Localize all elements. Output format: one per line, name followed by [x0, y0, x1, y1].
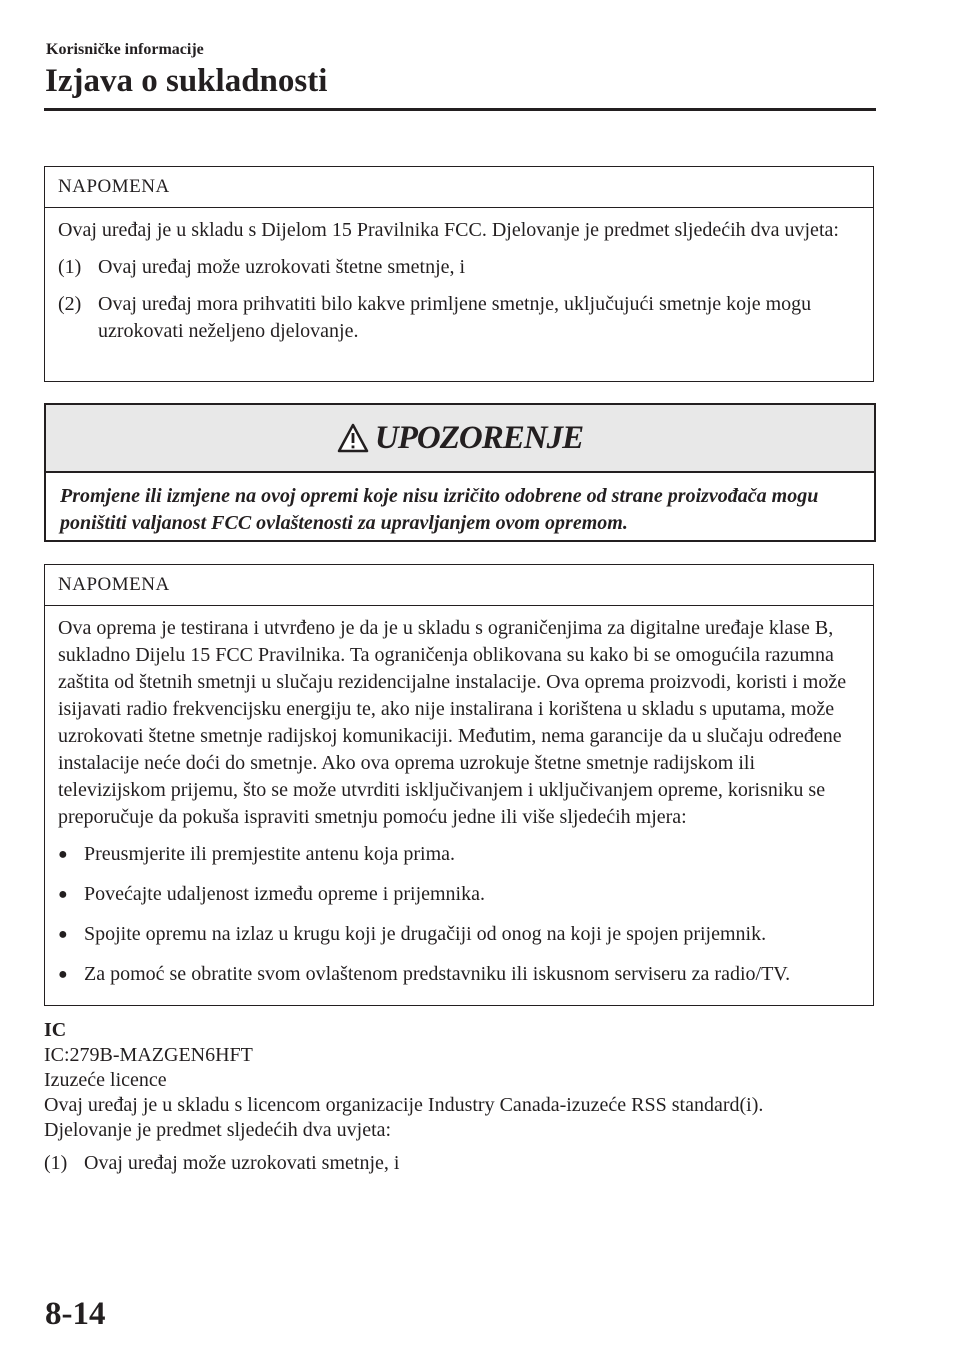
page-title: Izjava o sukladnosti [45, 63, 328, 99]
numbered-item [44, 1151, 884, 1176]
list-item [58, 841, 857, 868]
list-item-text: Za pomoć se obratite svom ovlaštenom predstavniku ili iskusnom serviseru za radio/TV. [84, 963, 791, 985]
warning-triangle-icon [337, 423, 369, 453]
item-text: Ovaj uređaj može uzrokovati smetnje, i [84, 1152, 400, 1174]
note-paragraph: Ova oprema je testirana i utvrđeno je da je u skladu s ograničenjima za digitalne uređaje klase B, sukladno Dijelu 15 FCC Pravilnika. Ta ograničenja oblikovana su kako bi se omogućila razumna zaštita od štetnih smetnji u slučaju rezidencijalne instalacije. Ova oprema proizvodi, koristi i može isijavati radio frekvencijsku energiju te, ako nije instalirana i korištena u skladu s uputama, može uzrokovati štetne smetnje radijskoj komunikaciji. Međutim, nema garancije da u slučaju određene instalacije neće doći do smetnje. Ako ova oprema uzrokuje štetne smetnje radijskom ili televizijskom prijemu, što se može utvrditi isključivanjem i uključivanjem opreme, korisniku se preporučuje da pokuša ispraviti smetnju pomoću jedne ili više sljedećih mjera: [58, 617, 847, 828]
list-item [58, 881, 857, 908]
warning-box [44, 403, 876, 542]
note-box-class-b [44, 564, 874, 1006]
item-text: Ovaj uređaj može uzrokovati štetne smetnje, i [98, 256, 466, 278]
note-body [45, 606, 873, 1013]
ic-id: IC:279B-MAZGEN6HFT [44, 1044, 253, 1066]
note-heading: NAPOMENA [45, 565, 873, 606]
numbered-item [58, 254, 857, 281]
warning-text: Promjene ili izmjene na ovoj opremi koje nisu izričito odobrene od strane proizvođača mogu poništiti valjanost FCC ovlaštenosti za upravljanjem ovom opremom. [60, 485, 819, 534]
list-item-text: Povećajte udaljenost između opreme i prijemnika. [84, 883, 485, 905]
list-item-text: Spojite opremu na izlaz u krugu koji je drugačiji od onog na koji je spojen prijemnik. [84, 923, 767, 945]
bullet-icon: ● [58, 846, 68, 863]
list-item-text: Preusmjerite ili premjestite antenu koja prima. [84, 843, 456, 865]
list-item [58, 961, 857, 988]
list-item [58, 921, 857, 948]
bullet-icon: ● [58, 886, 68, 903]
page-number: 8-14 [45, 1296, 106, 1332]
warning-title: UPOZORENJE [374, 419, 584, 456]
ic-text: Djelovanje je predmet sljedećih dva uvjeta: [44, 1119, 392, 1141]
item-number: (2) [58, 293, 82, 315]
item-number: (1) [44, 1152, 68, 1174]
warning-header [46, 405, 874, 473]
ic-section [44, 1018, 884, 1186]
bullet-icon: ● [58, 966, 68, 983]
note-heading: NAPOMENA [45, 167, 873, 208]
item-text: Ovaj uređaj mora prihvatiti bilo kakve primljene smetnje, uključujući smetnje koje mogu uzrokovati neželjeno djelovanje. [98, 293, 812, 342]
bullet-icon: ● [58, 926, 68, 943]
section-label: Korisničke informacije [46, 41, 204, 58]
note-box-fcc [44, 166, 874, 382]
numbered-item [58, 291, 857, 345]
note-body [45, 208, 873, 367]
ic-heading: IC [44, 1019, 67, 1041]
ic-subheading: Izuzeće licence [44, 1069, 167, 1091]
item-number: (1) [58, 256, 82, 278]
note-intro: Ovaj uređaj je u skladu s Dijelom 15 Pravilnika FCC. Djelovanje je predmet sljedećih dva uvjeta: [58, 219, 839, 241]
ic-text: Ovaj uređaj je u skladu s licencom organizacije Industry Canada-izuzeće RSS standard(i). [44, 1094, 764, 1116]
title-rule [44, 108, 876, 111]
